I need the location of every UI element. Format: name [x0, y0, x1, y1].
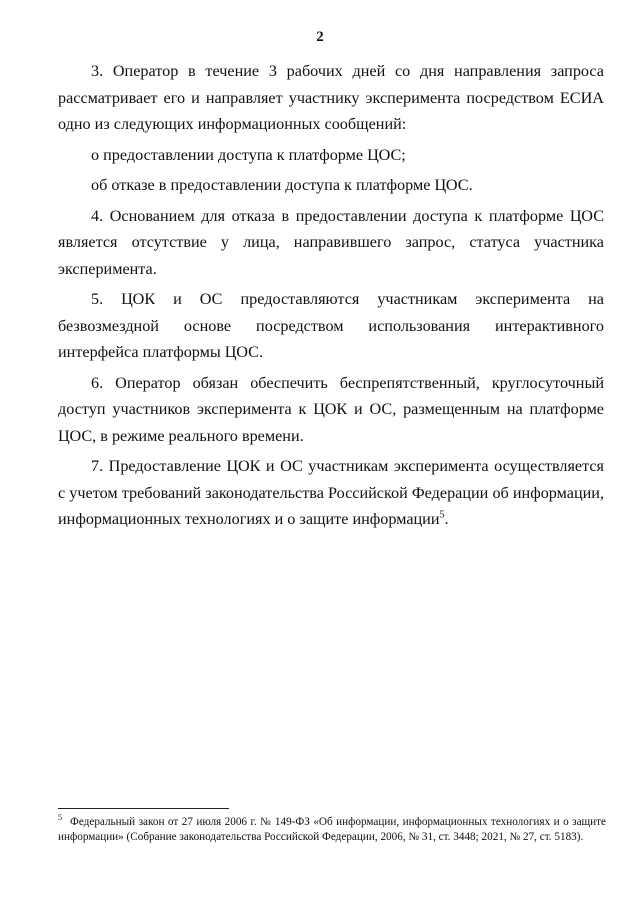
paragraph-3: 3. Оператор в течение 3 рабочих дней со дня направления запроса рассматривает его и направляет участнику эксперимента посредством ЕСИА одно из следующих информационных сообщений: — [58, 62, 604, 133]
footnote — [58, 815, 606, 845]
document-body — [58, 58, 604, 537]
page-number: 2 — [316, 29, 324, 45]
option-access-denied: об отказе в предоставлении доступа к платформе ЦОС. — [91, 176, 473, 194]
paragraph-7-period: . — [444, 510, 449, 528]
paragraph-4: 4. Основанием для отказа в предоставлении доступа к платформе ЦОС является отсутствие у лица, направившего запрос, статуса участника эксперимента. — [58, 206, 604, 278]
paragraph-6: 6. Оператор обязан обеспечить беспрепятственный, круглосуточный доступ участников эксперимента к ЦОК и ОС, размещенным на платформе ЦОС, в режиме реального времени. — [58, 373, 604, 445]
footnote-divider — [58, 808, 229, 809]
footnote-text: Федеральный закон от 27 июля 2006 г. № 149-ФЗ «Об информации, информационных технологиях и о защите информации» (Собрание законодательства Российской Федерации, 2006, № 31, ст. 3448; 2021, № 27, ст. 5183). — [58, 816, 606, 843]
footnote-marker: 5 — [58, 813, 62, 823]
paragraph-7 — [58, 453, 604, 533]
paragraph-5: 5. ЦОК и ОС предоставляются участникам эксперимента на безвозмездной основе посредством использования интерактивного интерфейса платформы ЦОС. — [58, 290, 604, 361]
footnote-reference: 5 — [439, 509, 445, 521]
paragraph-7-text: 7. Предоставление ЦОК и ОС участникам эксперимента осуществляется с учетом требований законодательства Российской Федерации об информации, информационных технологиях и о защите информации — [58, 457, 604, 528]
option-access-granted: о предоставлении доступа к платформе ЦОС; — [91, 145, 406, 164]
